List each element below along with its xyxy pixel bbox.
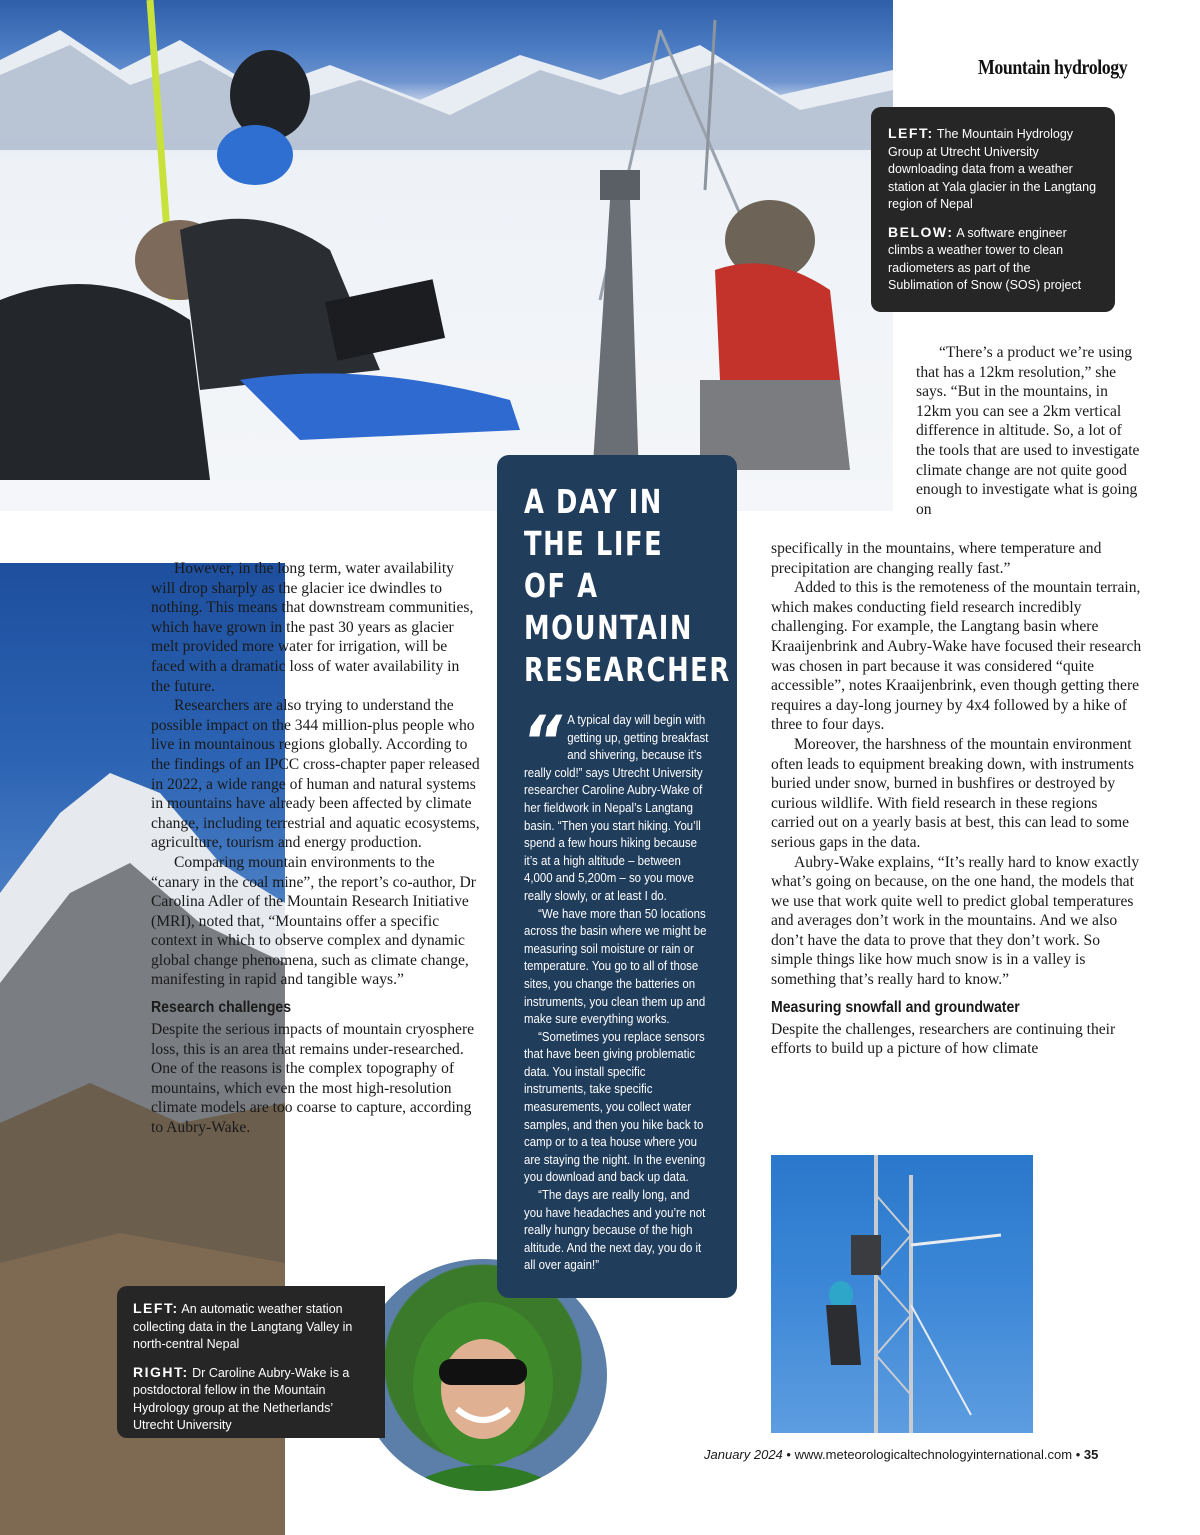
paragraph: Despite the challenges, researchers are continuing their efforts to build up a picture of how climate: [771, 1020, 1116, 1058]
paragraph: “There’s a product we’re using that has a 12km resolution,” she says. “But in the mountains, in 12km you can see a 2km vertical difference in altitude. So, a lot of the tools that are used to investigate climate change are not quite good enough to investigate what is going on: [916, 344, 1140, 518]
caption-bottom-right: [133, 1364, 371, 1435]
page-footer: [704, 1447, 1098, 1462]
subheading-measuring-snowfall: Measuring snowfall and groundwater: [771, 998, 1020, 1016]
footer-separator: •: [1075, 1447, 1081, 1462]
sidebar-paragraph: “Sometimes you replace sensors that have been giving problematic data. You install specific instruments, take specific measurements, you collect water samples, and then you hike back to camp or to a tea house where you are staying the night. In the evening you download and back up data.: [524, 1028, 706, 1185]
caption-bottom-left: [133, 1300, 371, 1354]
footer-url[interactable]: www.meteorologicaltechnologyinternational.com: [794, 1447, 1073, 1462]
page-number: 35: [1083, 1447, 1099, 1462]
paragraph: Researchers are also trying to understand the possible impact on the 344 million-plus people who live in mountainous regions globally. According to the findings of an IPCC cross-chapter paper released in 2022, a wide range of human and natural systems in mountains have already been affected by climate change, including terrestrial and aquatic ecosystems, agriculture, tourism and energy production.: [151, 697, 480, 852]
paragraph: Aubry-Wake explains, “It’s really hard to know exactly what’s going on because, on the one hand, the models that we use that work quite well to predict global temperatures and averages don’t work in the mountains. And we also don’t have the data to prove that they don’t work. So simple things like how much snow is in a valley is something that’s really hard to know.”: [771, 853, 1140, 989]
sidebar-paragraph: “We have more than 50 locations across the basin where we might be measuring soil moisture or rain or temperature. You go to all of those sites, you change the batteries on instruments, you clean them up and make sure everything works.: [524, 905, 707, 1027]
sidebar-paragraph: A typical day will begin with getting up, getting breakfast and shivering, because it’s really cold!” says Utrecht University researcher Caroline Aubry-Wake of her fieldwork in Nepal’s Langtang basin. “Then you start hiking. You’ll spend a few hours hiking because it’s at a high altitude – between 4,000 and 5,200m – so you move really slowly, or at least I do.: [524, 712, 709, 903]
footer-separator: •: [786, 1447, 791, 1462]
photo-glacier-team-art: [0, 0, 893, 511]
caption-box-top: [871, 107, 1115, 312]
paragraph: Added to this is the remoteness of the mountain terrain, which makes conducting field research incredibly challenging. For example, the Langtang basin where Kraaijenbrink and Aubry-Wake have focused their research was chosen in part because it was considered “quite accessible”, notes Kraaijenbrink, even though getting there requires a day-long journey by 4x4 followed by a hike of three to four days.: [771, 579, 1142, 734]
article-column-right-top: [916, 343, 1140, 519]
photo-glacier-team: [0, 0, 893, 511]
caption-top-left: [888, 125, 1097, 214]
quote-mark-icon: “: [522, 701, 562, 783]
caption-text: The Mountain Hydrology Group at Utrecht University downloading data from a weather station at Yala glacier in the Langtang region of Nepal: [888, 127, 1097, 211]
sidebar-body: [522, 701, 709, 1274]
paragraph: specifically in the mountains, where temperature and precipitation are changing really fast.”: [771, 540, 1102, 577]
caption-top-below: [888, 224, 1097, 295]
caption-text: A software engineer climbs a weather tower to clean radiometers as part of the Sublimation of Snow (SOS) project: [888, 225, 1082, 292]
paragraph: Comparing mountain environments to the “canary in the coal mine”, the report’s co-author, Dr Carolina Adler of the Mountain Research Initiative (MRI), noted that, “Mountains offer a specific context in which to observe complex and dynamic global change phenomena, such as climate change, manifesting in rapid and tangible ways.”: [151, 853, 476, 989]
photo-weather-tower: [771, 1155, 1033, 1433]
paragraph: Despite the serious impacts of mountain cryosphere loss, this is an area that remains under-researched. One of the reasons is the complex topography of mountains, which even the most high-resolution climate models are too coarse to capture, according to Aubry-Wake.: [151, 1021, 475, 1137]
running-head: Mountain hydrology: [978, 55, 1128, 79]
article-column-right: [771, 539, 1143, 1059]
paragraph: However, in the long term, water availability will drop sharply as the glacier ice dwindles to nothing. This means that downstream communities, which have grown in the past 30 years as glacier melt provided more water for irrigation, will be faced with a dramatic loss of water availability in the future.: [151, 560, 474, 695]
footer-date: January 2024: [704, 1447, 783, 1462]
caption-label: RIGHT:: [133, 1363, 189, 1380]
sidebar-paragraph: “The days are really long, and you have headaches and you’re not really hungry because of the high altitude. And the next day, you do it all over again!”: [524, 1187, 706, 1273]
sidebar-title: A DAY IN THE LIFE OF A MOUNTAIN RESEARCHER: [524, 482, 731, 689]
paragraph: Moreover, the harshness of the mountain environment often leads to equipment breaking down, with instruments buried under snow, burned in bushfires or destroyed by curious wildlife. With field research in these regions carried out on a yearly basis at best, this can lead to some serious gaps in the data.: [771, 735, 1134, 851]
caption-label: BELOW:: [888, 223, 954, 240]
sidebar-day-in-the-life: [497, 455, 737, 1298]
subheading-research-challenges: Research challenges: [151, 999, 292, 1017]
article-column-left: [151, 559, 481, 1138]
photo-weather-tower-art: [771, 1155, 1033, 1433]
caption-text: An automatic weather station collecting data in the Langtang Valley in north-central Nepal: [133, 1302, 353, 1351]
caption-label: LEFT:: [133, 1300, 179, 1316]
caption-box-bottom: [117, 1286, 385, 1438]
caption-label: LEFT:: [888, 125, 934, 141]
caption-text: Dr Caroline Aubry-Wake is a postdoctoral fellow in the Mountain Hydrology group at the Netherlands’ Utrecht University: [133, 1365, 350, 1432]
